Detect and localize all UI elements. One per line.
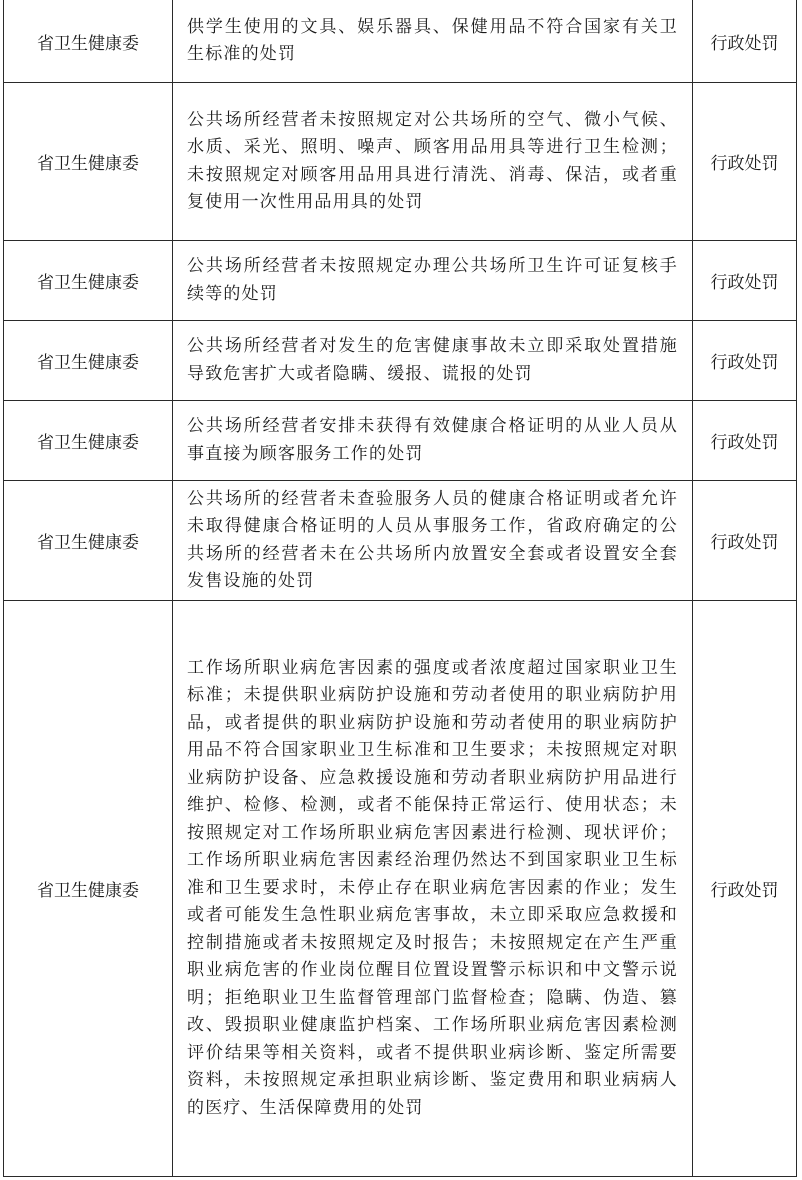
agency-text: 省卫生健康委 (37, 154, 139, 174)
matter-cell (173, 83, 693, 241)
table-row (4, 401, 797, 481)
matter-text: 公共场所经营者未按照规定办理公共场所卫生许可证复核手续等的处罚 (187, 256, 678, 304)
agency-text: 省卫生健康委 (37, 881, 139, 901)
type-cell (693, 241, 797, 321)
type-cell (693, 83, 797, 241)
matter-cell (173, 0, 693, 83)
matter-text: 公共场所经营者对发生的危害健康事故未立即采取处置措施导致危害扩大或者隐瞒、缓报、谎报的处罚 (187, 336, 678, 384)
agency-text: 省卫生健康委 (37, 433, 139, 453)
agency-text: 省卫生健康委 (37, 33, 139, 54)
matter-text: 公共场所经营者安排未获得有效健康合格证明的从业人员从事直接为顾客服务工作的处罚 (187, 416, 678, 464)
matter-cell (173, 481, 693, 601)
table-row (4, 83, 797, 241)
agency-text: 省卫生健康委 (37, 273, 139, 293)
table-row (4, 601, 797, 1177)
agency-cell (4, 83, 173, 241)
type-cell (693, 0, 797, 83)
type-cell (693, 481, 797, 601)
table-row (4, 0, 797, 83)
penalty-table (3, 0, 797, 1177)
type-text: 行政处罚 (710, 353, 779, 373)
type-text: 行政处罚 (710, 154, 779, 174)
type-text: 行政处罚 (710, 533, 779, 553)
matter-text: 工作场所职业病危害因素的强度或者浓度超过国家职业卫生标准；未提供职业病防护设施和劳动者使用的职业病防护用品，或者提供的职业病防护设施和劳动者使用的职业病防护用品不符合国家职业卫生标准和卫生要求；未按照规定对职业病防护设备、应急救援设施和劳动者职业病防护用品进行维护、检修、检测，或者不能保持正常运行、使用状态；未按照规定对工作场所职业病危害因素进行检测、现状评价；工作场所职业病危害因素经治理仍然达不到国家职业卫生标准和卫生要求时，未停止存在职业病危害因素的作业；发生或者可能发生急性职业病危害事故，未立即采取应急救援和控制措施或者未按照规定及时报告；未按照规定在产生严重职业病危害的作业岗位醒目位置设置警示标识和中文警示说明；拒绝职业卫生监督管理部门监督检查；隐瞒、伪造、篡改、毁损职业健康监护档案、工作场所职业病危害因素检测评价结果等相关资料，或者不提供职业病诊断、鉴定所需要资料，未按照规定承担职业病诊断、鉴定费用和职业病病人的医疗、生活保障费用的处罚 (187, 657, 678, 1118)
agency-cell (4, 481, 173, 601)
matter-text: 供学生使用的文具、娱乐器具、保健用品不符合国家有关卫生标准的处罚 (187, 16, 678, 64)
type-text: 行政处罚 (710, 33, 779, 54)
type-text: 行政处罚 (710, 881, 779, 901)
matter-text: 公共场所的经营者未查验服务人员的健康合格证明或者允许未取得健康合格证明的人员从事服务工作，省政府确定的公共场所的经营者未在公共场所内放置安全套或者设置安全套发售设施的处罚 (187, 488, 678, 591)
matter-cell (173, 401, 693, 481)
type-cell (693, 401, 797, 481)
matter-cell (173, 601, 693, 1177)
type-text: 行政处罚 (710, 433, 779, 453)
table-row (4, 321, 797, 401)
matter-cell (173, 321, 693, 401)
type-cell (693, 321, 797, 401)
agency-cell (4, 241, 173, 321)
agency-cell (4, 321, 173, 401)
type-text: 行政处罚 (710, 273, 779, 293)
agency-text: 省卫生健康委 (37, 533, 139, 553)
agency-cell (4, 601, 173, 1177)
matter-cell (173, 241, 693, 321)
agency-text: 省卫生健康委 (37, 353, 139, 373)
table-row (4, 241, 797, 321)
matter-text: 公共场所经营者未按照规定对公共场所的空气、微小气候、水质、采光、照明、噪声、顾客用品用具等进行卫生检测；未按照规定对顾客用品用具进行清洗、消毒、保洁，或者重复使用一次性用品用具的处罚 (187, 109, 678, 212)
agency-cell (4, 0, 173, 83)
table-row (4, 481, 797, 601)
type-cell (693, 601, 797, 1177)
agency-cell (4, 401, 173, 481)
table-body (4, 0, 797, 1177)
